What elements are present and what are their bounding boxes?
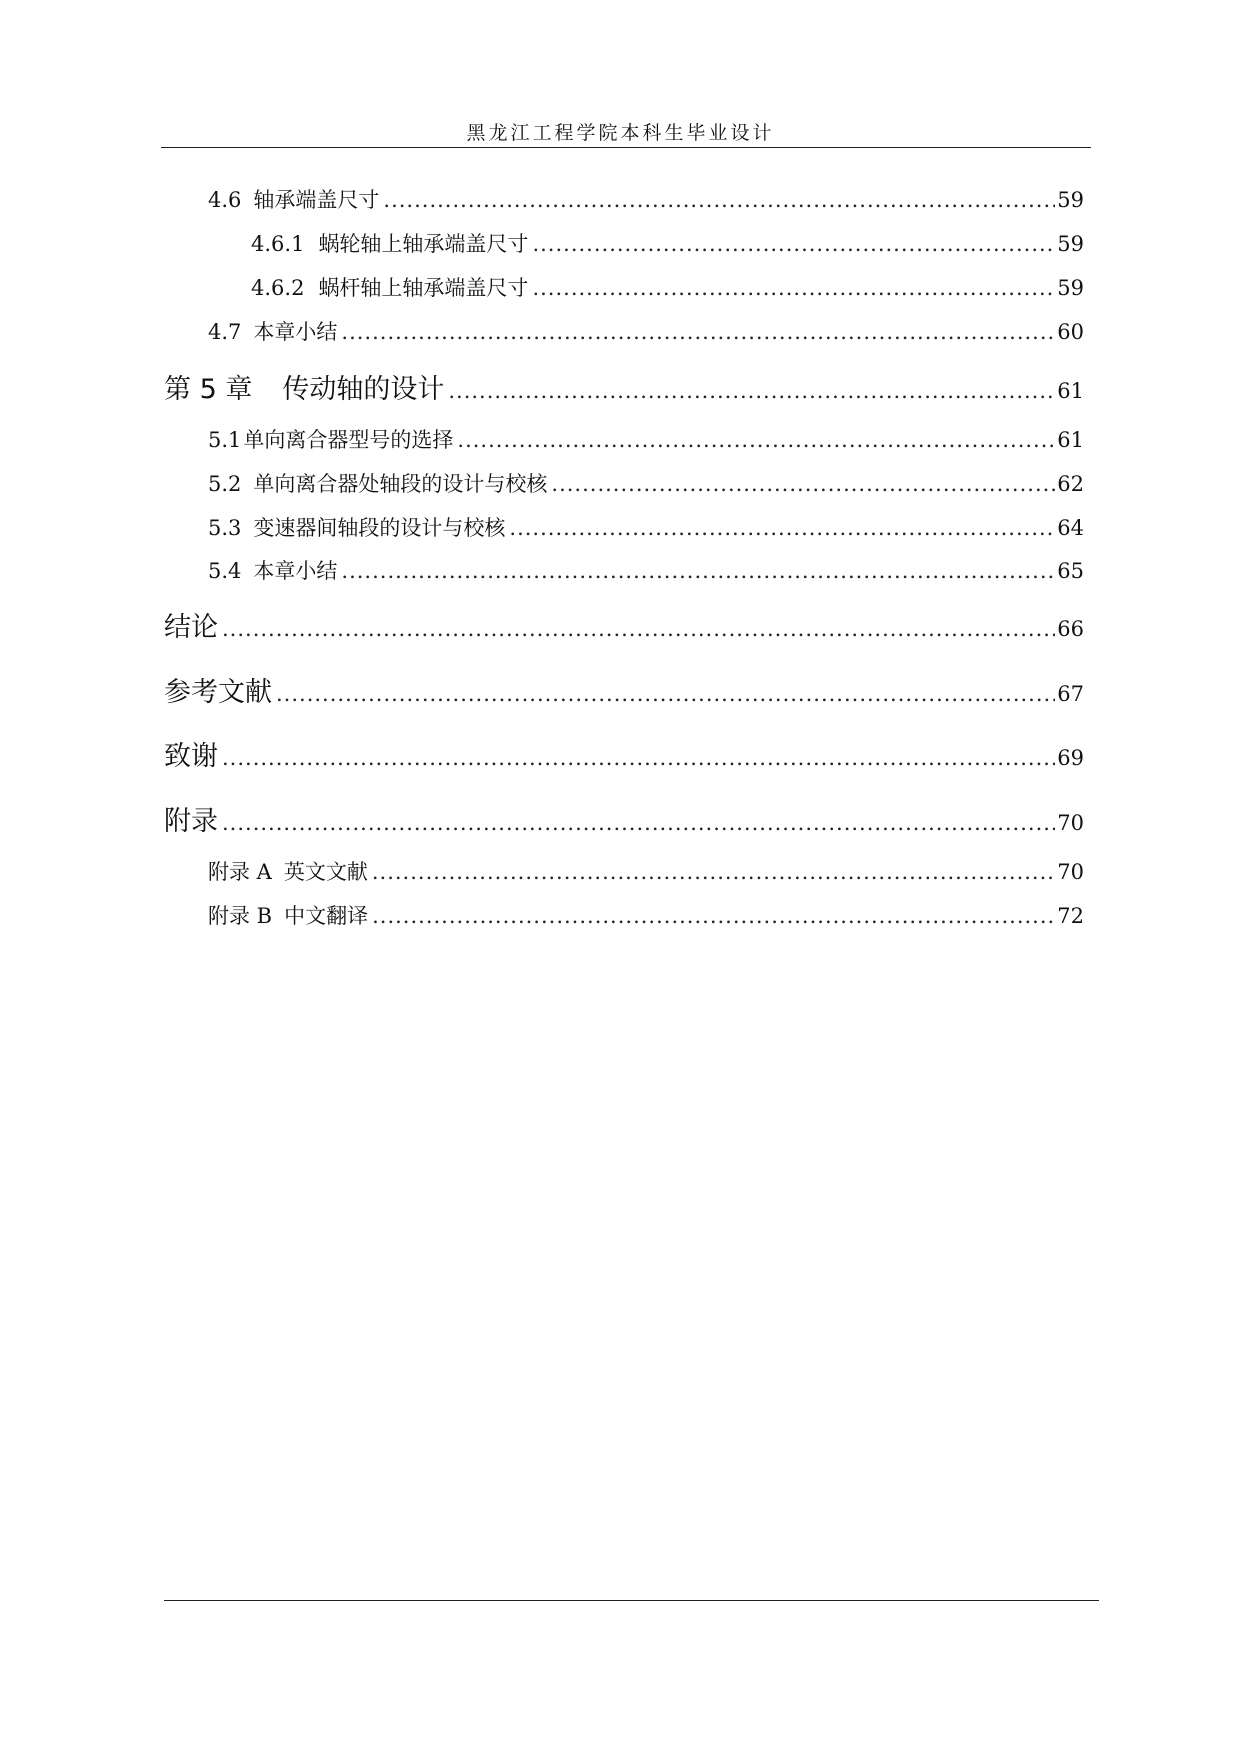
toc-entry-page: 72 [1057,904,1084,928]
toc-entry-page: 59 [1057,276,1084,300]
toc-entry-number: 5.4 [208,559,242,583]
toc-entry-title: 本章小结 [253,320,338,344]
footer-divider [164,1600,1099,1601]
toc-dot-leader [372,860,1055,884]
toc-entry-title: 蜗杆轴上轴承端盖尺寸 [318,276,529,300]
toc-appendix[interactable] [164,799,1084,838]
toc-entry-page: 62 [1057,472,1084,496]
toc-entry-number: 附录 B [208,904,273,928]
toc-acknowledgements[interactable] [164,734,1084,773]
toc-chapter-title: 附录 [164,806,218,837]
toc-entry-number: 4.6.1 [251,232,305,256]
toc-entry-page: 65 [1057,559,1084,583]
toc-appendix-b[interactable] [208,900,1084,930]
toc-appendix-a[interactable] [208,856,1084,886]
toc-entry-page: 60 [1057,320,1084,344]
toc-entry-title: 中文翻译 [284,904,369,928]
toc-entry-4-7[interactable] [208,316,1084,346]
toc-dot-leader [222,617,1055,641]
toc-entry-page: 64 [1057,516,1084,540]
toc-entry-5-4[interactable] [208,555,1084,585]
toc-entry-page: 67 [1057,682,1084,706]
toc-entry-4-6-1[interactable] [251,228,1084,258]
toc-dot-leader [551,472,1055,496]
toc-entry-5-1[interactable] [208,424,1084,454]
toc-entry-number: 附录 A [208,860,272,884]
toc-entry-title: 单向离合器处轴段的设计与校核 [253,472,548,496]
toc-dot-leader [509,516,1055,540]
toc-dot-leader [457,428,1055,452]
toc-dot-leader [448,379,1055,403]
toc-entry-number: 5.2 [208,472,242,496]
toc-entry-page: 70 [1057,811,1084,835]
toc-dot-leader [341,559,1055,583]
toc-entry-title: 蜗轮轴上轴承端盖尺寸 [318,232,529,256]
toc-entry-5-3[interactable] [208,512,1084,542]
toc-dot-leader [341,320,1055,344]
toc-chapter-title: 参考文献 [164,677,272,708]
toc-dot-leader [532,276,1055,300]
toc-entry-page: 66 [1057,617,1084,641]
toc-entry-page: 59 [1057,232,1084,256]
toc-entry-page: 70 [1057,860,1084,884]
toc-chapter-title: 传动轴的设计 [282,374,445,405]
header-divider [161,147,1091,148]
toc-entry-5-2[interactable] [208,468,1084,498]
toc-conclusion[interactable] [164,605,1084,644]
toc-entry-page: 59 [1057,188,1084,212]
toc-entry-number: 5.1 [208,428,242,452]
toc-entry-page: 61 [1057,379,1084,403]
toc-entry-title: 变速器间轴段的设计与校核 [253,516,506,540]
toc-dot-leader [222,811,1055,835]
toc-entry-number: 4.6.2 [251,276,305,300]
page-header-title: 黑龙江工程学院本科生毕业设计 [466,122,775,144]
toc-dot-leader [372,904,1055,928]
toc-entry-number: 4.6 [208,188,242,212]
toc-entry-title: 轴承端盖尺寸 [253,188,380,212]
toc-entry-4-6-2[interactable] [251,272,1084,302]
toc-entry-title: 英文文献 [283,860,368,884]
toc-dot-leader [222,746,1055,770]
toc-entry-title: 本章小结 [253,559,338,583]
toc-entry-page: 69 [1057,746,1084,770]
toc-entry-number: 5.3 [208,516,242,540]
toc-entry-page: 61 [1057,428,1084,452]
toc-entry-4-6[interactable] [208,184,1084,214]
toc-dot-leader [276,682,1055,706]
toc-entry-number: 4.7 [208,320,242,344]
toc-dot-leader [383,188,1055,212]
toc-chapter-title: 结论 [164,612,218,643]
toc-dot-leader [532,232,1055,256]
toc-entry-title: 单向离合器型号的选择 [243,428,454,452]
toc-chapter-title: 致谢 [164,741,218,772]
toc-chapter-5[interactable] [164,367,1084,406]
toc-references[interactable] [164,670,1084,709]
toc-chapter-number: 第 5 章 [164,374,253,405]
